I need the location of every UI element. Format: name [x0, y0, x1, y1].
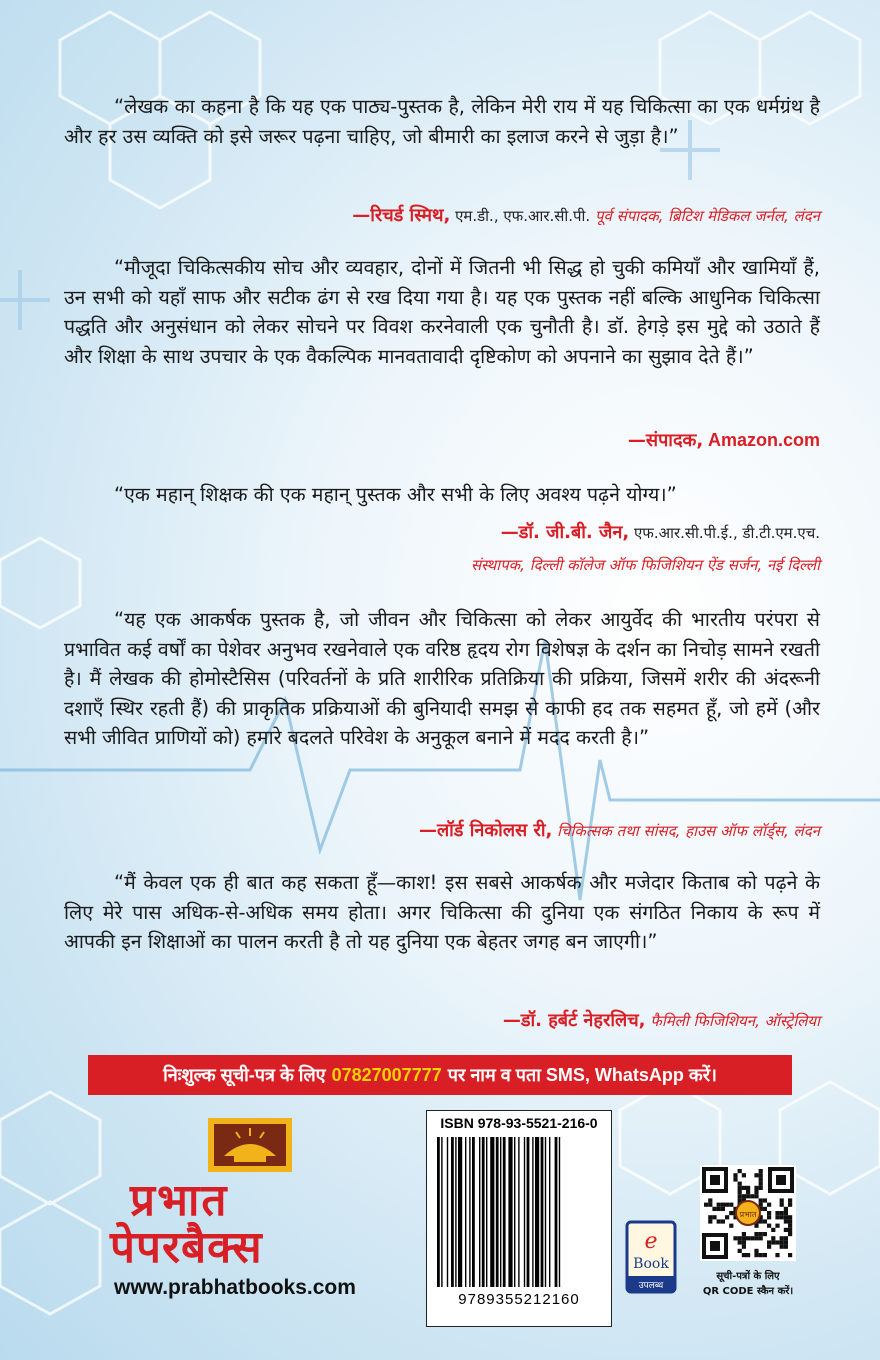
quote-3-credentials: एफ.आर.सी.पी.ई., डी.टी.एम.एच.: [633, 524, 820, 542]
quote-2-attribution: [628, 428, 820, 452]
quote-2-source: Amazon.com: [707, 430, 820, 450]
quote-4-attribution: [419, 818, 820, 842]
isbn-label: ISBN 978-93-5521-216-0: [440, 1115, 598, 1131]
quote-1-name: —रिचर्ड स्मिथ,: [352, 205, 451, 226]
quote-3-text: “एक महान् शिक्षक की एक महान् पुस्तक और सभी के लिए अवश्य पढ़ने योग्य।”: [114, 483, 677, 506]
quote-5-attribution: [503, 1008, 820, 1032]
quote-1-title: पूर्व संपादक, ब्रिटिश मेडिकल जर्नल, लंदन: [594, 207, 820, 225]
ebook-available-icon: [625, 1220, 677, 1294]
quote-1-attribution: [352, 203, 820, 227]
catalogue-banner: [88, 1055, 792, 1095]
quote-2-text: “मौजूदा चिकित्सकीय सोच और व्यवहार, दोनों में जितनी भी सिद्ध हो चुकी कमियाँ और खामियाँ हैं, उन सभी को यहाँ साफ और सटीक ढंग से रख दिया गया है। यह एक पुस्तक नहीं बल्कि आधुनिक चिकित्सा पद्धति और अनुसंधान को लेकर सोचने पर विवश करनेवाली एक चुनौती है। डॉ. हेगड़े इस मुद्दे को उठाते हैं और शिक्षा के साथ उपचार के एक वैकल्पिक मानवतावादी दृष्टिकोण को अपनाने का सुझाव देते हैं।”: [64, 256, 820, 368]
quote-5-title: फैमिली फिजिशियन, ऑस्ट्रेलिया: [650, 1012, 820, 1030]
banner-text-after: पर नाम व पता SMS, WhatsApp करें।: [447, 1065, 717, 1085]
ebook-word: Book: [633, 1256, 669, 1272]
quote-3-title: संस्थापक, दिल्ली कॉलेज ऑफ फिजिशियन ऐंड सर्जन, नई दिल्ली: [470, 556, 820, 574]
quote-4-text: “यह एक आकर्षक पुस्तक है, जो जीवन और चिकित्सा को लेकर आयुर्वेद की भारतीय परंपरा से प्रभावित कई वर्षों का पेशेवर अनुभव रखनेवाले एक वरिष्ठ हृदय रोग विशेषज्ञ के दर्शन का निचोड़ सामने रखती है। मैं लेखक की होमोस्टैसिस (परिवर्तनों के प्रति शारीरिक प्रतिक्रिया की प्रक्रिया, जिसमें शरीर की अंदरूनी दशाएँ स्थिर रहती हैं) की प्राकृतिक प्रक्रियाओं की बुनियादी समझ से काफी हद तक सहमत हूँ, जो हमें (और सभी जीवित प्राणियों को) हमारे बदलते परिवेश के अनुकूल बनाने में मदद करती है।”: [64, 608, 820, 749]
qr-code[interactable]: [700, 1165, 796, 1261]
banner-text-before: निःशुल्क सूची-पत्र के लिए: [163, 1065, 326, 1085]
publisher-website[interactable]: www.prabhatbooks.com: [114, 1276, 356, 1299]
publisher-logo-icon: [208, 1118, 292, 1172]
qr-center-label: प्रभात: [739, 1210, 757, 1219]
quote-1-text: “लेखक का कहना है कि यह एक पाठ्य-पुस्तक है, लेकिन मेरी राय में यह चिकित्सा का एक धर्मग्रंथ है और हर उस व्यक्ति को इसे जरूर पढ़ना चाहिए, जो बीमारी का इलाज करने से जुड़ा है।”: [64, 95, 820, 148]
ebook-e-letter: e: [644, 1229, 658, 1254]
quote-5-text: “मैं केवल एक ही बात कह सकता हूँ—काश! इस सबसे आकर्षक और मजेदार किताब को पढ़ने के लिए मेरे पास अधिक-से-अधिक समय होता। अगर चिकित्सा की दुनिया एक संगठित निकाय के रूप में आपकी इन शिक्षाओं का पालन करती है तो यह दुनिया एक बेहतर जगह बन जाएगी।”: [64, 871, 820, 953]
quote-4-title: चिकित्सक तथा सांसद, हाउस ऑफ लॉर्ड्स, लंदन: [557, 822, 820, 840]
quote-4-name: —लॉर्ड निकोलस री,: [418, 820, 553, 841]
quote-1-credentials: एम.डी., एफ.आर.सी.पी.: [455, 207, 591, 225]
banner-phone: 07827007777: [331, 1064, 442, 1085]
isbn-barcode: [426, 1110, 612, 1327]
quote-3-attribution: [501, 520, 820, 544]
barcode-bars: [435, 1137, 603, 1287]
barcode-number: 9789355212160: [458, 1291, 580, 1308]
quote-5-name: —डॉ. हर्बर्ट नेहरलिच,: [502, 1010, 646, 1031]
qr-caption-line2: QR CODE स्कैन करें।: [702, 1286, 794, 1297]
quote-2-name: —संपादक,: [627, 430, 704, 451]
quote-3-name: —डॉ. जी.बी. जैन,: [500, 522, 630, 543]
qr-caption-line1: सूची-पत्रों के लिए: [716, 1271, 780, 1282]
brand-name-line2: पेपरबैक्स: [110, 1222, 263, 1273]
brand-name-line1: प्रभात: [130, 1175, 229, 1226]
ebook-available-text: उपलब्ध: [638, 1281, 664, 1291]
